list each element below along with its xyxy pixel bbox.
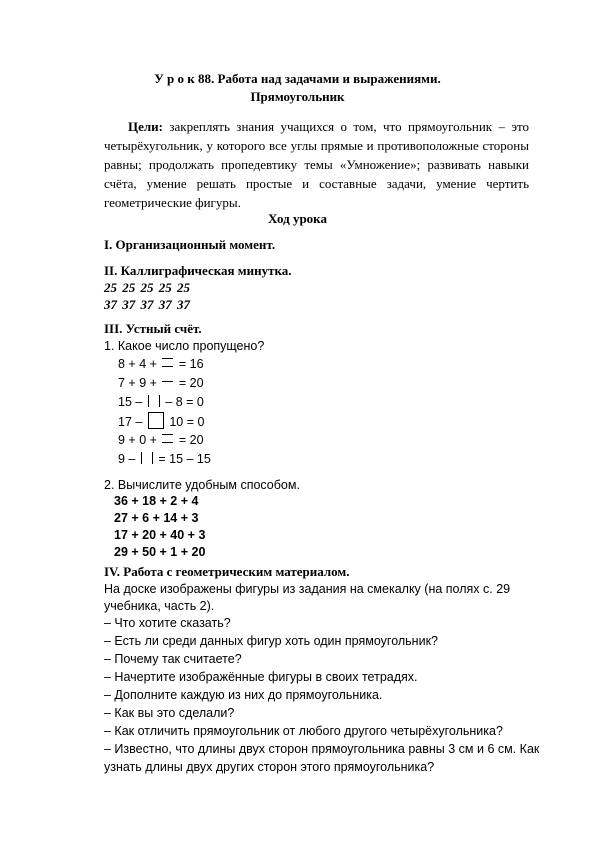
missing-number-row-4 [118,412,204,431]
blank-equals [162,433,173,445]
missing-number-row-6 [118,450,211,468]
expr-right: 10 = 0 [169,415,205,429]
sum-expression-4: 29 + 50 + 1 + 20 [114,545,206,559]
missing-number-row-1 [118,355,204,373]
calligraphy-row-2: 37 37 37 37 37 [104,297,190,312]
course-title: Ход урока [268,211,327,226]
dialog-line-5: – Дополните каждую из них до прямоугольника. [104,688,383,702]
dialog-line-6: – Как вы это сделали? [104,706,235,720]
question-2: 2. Вычислите удобным способом. [104,478,300,492]
blank-bars [141,452,153,464]
dialog-line-7: – Как отличить прямоугольник от любого другого четырёхугольника? [104,724,503,738]
dialog-line-2: – Есть ли среди данных фигур хоть один прямоугольник? [104,634,438,648]
dialog-line-9: узнать длины двух других сторон этого прямоугольника? [104,760,435,774]
expr-right: – 8 = 0 [165,395,204,409]
expr-right: = 20 [178,433,204,447]
expr-right: = 20 [178,376,204,390]
blank-equals [162,357,173,369]
expr-left: 8 + 4 + [118,357,157,371]
section-3-heading: III. Устный счёт. [104,321,202,336]
goals-label: Цели: [128,119,163,134]
sum-expression-1: 36 + 18 + 2 + 4 [114,494,199,508]
missing-number-row-3 [118,393,204,411]
blank-bars [148,395,160,407]
question-1: 1. Какое число пропущено? [104,339,265,353]
expr-right: = 16 [178,357,204,371]
lesson-goals [104,117,529,212]
dialog-line-3: – Почему так считаете? [104,652,242,666]
blank-box [148,412,164,429]
expr-left: 9 – [118,452,136,466]
expr-left: 7 + 9 + [118,376,157,390]
dialog-line-4: – Начертите изображённые фигуры в своих тетрадях. [104,670,418,684]
section-1-heading: I. Организационный момент. [104,237,276,252]
section-4-heading: IV. Работа с геометрическим материалом. [104,564,350,579]
goals-text: закреплять знания учащихся о том, что прямоугольник – это четырёхугольник, у которого все углы прямые и противоположные стороны равны; продолжать пропедевтику темы «Умножение»; развивать навыки счёта, умение решать простые и составные задачи, умение чертить геометрические фигуры. [104,119,529,210]
sum-expression-2: 27 + 6 + 14 + 3 [114,511,199,525]
dialog-line-8: – Известно, что длины двух сторон прямоугольника равны 3 см и 6 см. Как [104,742,540,756]
geometry-intro-line-1: На доске изображены фигуры из задания на смекалку (на полях с. 29 [104,582,511,596]
lesson-subtitle: Прямоугольник [250,89,345,104]
expr-right: = 15 – 15 [158,452,211,466]
expr-left: 9 + 0 + [118,433,157,447]
expr-left: 17 – [118,415,143,429]
geometry-intro-line-2: учебника, часть 2). [104,599,215,613]
expr-left: 15 – [118,395,143,409]
dialog-line-1: – Что хотите сказать? [104,616,231,630]
section-2-heading: II. Каллиграфическая минутка. [104,263,292,278]
missing-number-row-5 [118,431,204,449]
calligraphy-row-1: 25 25 25 25 25 [104,280,190,295]
sum-expression-3: 17 + 20 + 40 + 3 [114,528,206,542]
missing-number-row-2 [118,374,204,392]
lesson-title: У р о к 88. Работа над задачами и выражениями. [154,71,441,86]
blank-dash [162,376,173,388]
